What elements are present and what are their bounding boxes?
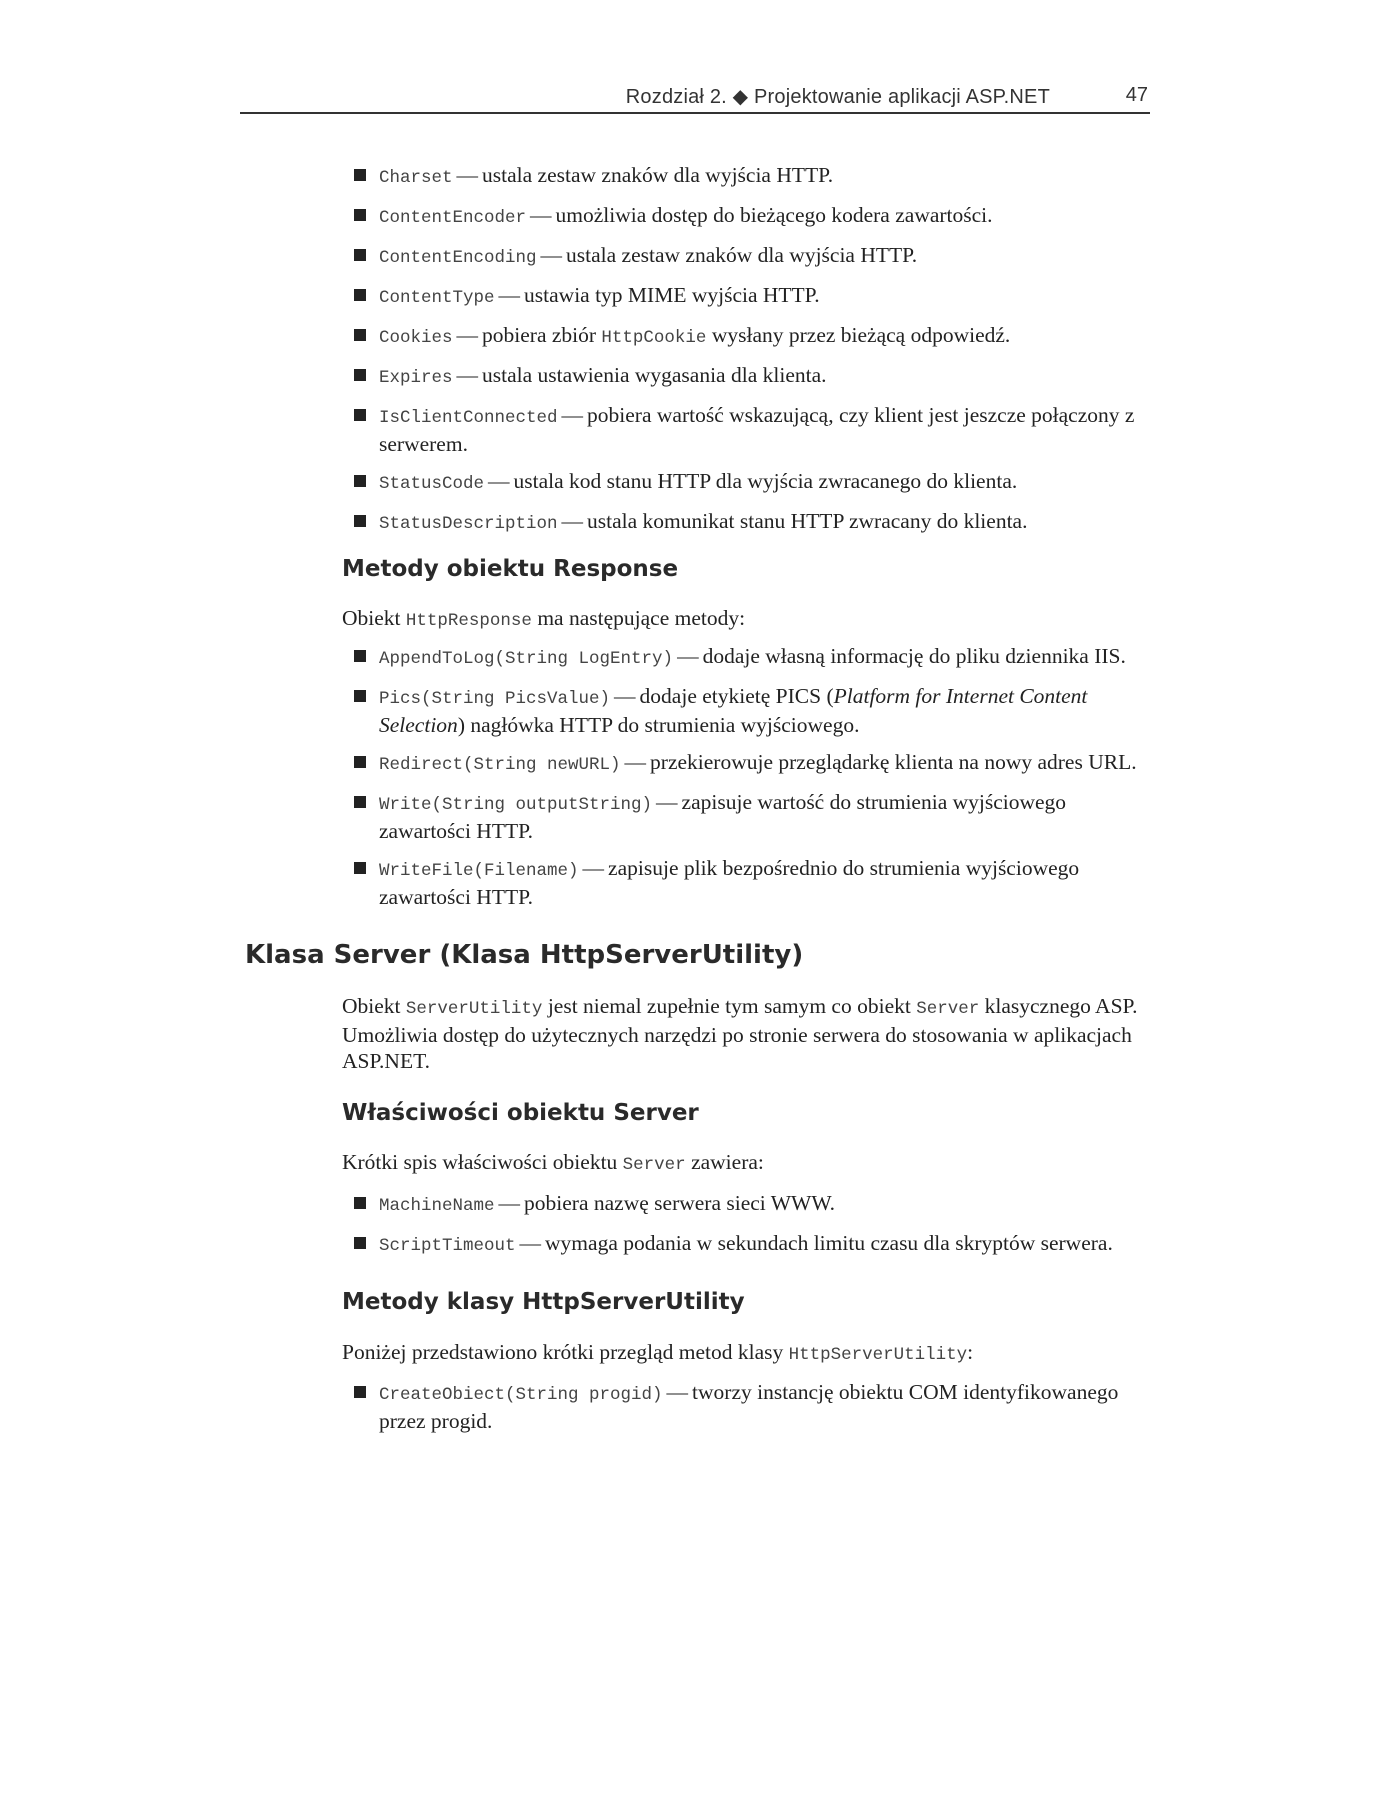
bullet-square-icon — [354, 690, 366, 702]
bullet-square-icon — [354, 169, 366, 181]
bullet-square-icon — [354, 249, 366, 261]
list-item: ScriptTimeout — wymaga podania w sekundach limitu czasu dla skryptów serwera. — [340, 1230, 1155, 1259]
bullet-square-icon — [354, 1197, 366, 1209]
list-item: ContentEncoder — umożliwia dostęp do bieżącego kodera zawartości. — [340, 202, 1150, 231]
bullet-square-icon — [354, 862, 366, 874]
running-header — [240, 80, 1150, 114]
list-item: Pics(String PicsValue) — dodaje etykietę PICS (Platform for Internet Content Selection) nagłówka HTTP do strumienia wyjściowego. — [340, 683, 1155, 738]
bullet-square-icon — [354, 515, 366, 527]
bullet-square-icon — [354, 409, 366, 421]
bullet-square-icon — [354, 209, 366, 221]
bullet-square-icon — [354, 796, 366, 808]
bullet-square-icon — [354, 756, 366, 768]
heading-server-properties: Właściwości obiektu Server — [342, 1100, 699, 1126]
list-item: Expires — ustala ustawienia wygasania dla klienta. — [340, 362, 1150, 391]
response-methods-list — [340, 643, 1155, 921]
server-properties-list — [340, 1190, 1155, 1270]
list-item: Redirect(String newURL) — przekierowuje przeglądarkę klienta na nowy adres URL. — [340, 749, 1155, 778]
server-class-description: Obiekt ServerUtility jest niemal zupełnie tym samym co obiekt Server klasycznego ASP. Umożliwia dostęp do użytecznych narzędzi po stronie serwera do stosowania w aplikacjach ASP.NET. — [342, 994, 1138, 1073]
bullet-square-icon — [354, 650, 366, 662]
response-methods-intro: Obiekt HttpResponse ma następujące metody: — [342, 606, 746, 631]
page-number: 47 — [1125, 84, 1148, 106]
bullet-square-icon — [354, 369, 366, 381]
server-methods-list — [340, 1379, 1155, 1445]
list-item: Cookies — pobiera zbiór HttpCookie wysłany przez bieżącą odpowiedź. — [340, 322, 1150, 351]
properties-list — [340, 162, 1150, 548]
list-item: WriteFile(Filename) — zapisuje plik bezpośrednio do strumienia wyjściowego zawartości HTTP. — [340, 855, 1155, 910]
server-methods-intro: Poniżej przedstawiono krótki przegląd metod klasy HttpServerUtility: — [342, 1340, 974, 1365]
bullet-square-icon — [354, 329, 366, 341]
list-item: StatusCode — ustala kod stanu HTTP dla wyjścia zwracanego do klienta. — [340, 468, 1150, 497]
bullet-square-icon — [354, 1386, 366, 1398]
heading-server-class: Klasa Server (Klasa HttpServerUtility) — [245, 940, 804, 970]
list-item: Write(String outputString) — zapisuje wartość do strumienia wyjściowego zawartości HTTP. — [340, 789, 1155, 844]
list-item: ContentType — ustawia typ MIME wyjścia HTTP. — [340, 282, 1150, 311]
list-item: StatusDescription — ustala komunikat stanu HTTP zwracany do klienta. — [340, 508, 1150, 537]
heading-server-methods: Metody klasy HttpServerUtility — [342, 1289, 745, 1315]
bullet-square-icon — [354, 475, 366, 487]
server-properties-intro: Krótki spis właściwości obiektu Server zawiera: — [342, 1150, 764, 1175]
bullet-square-icon — [354, 289, 366, 301]
list-item: IsClientConnected — pobiera wartość wskazującą, czy klient jest jeszcze połączony z serwerem. — [340, 402, 1150, 457]
list-item: AppendToLog(String LogEntry) — dodaje własną informację do pliku dziennika IIS. — [340, 643, 1155, 672]
list-item: MachineName — pobiera nazwę serwera sieci WWW. — [340, 1190, 1155, 1219]
heading-response-methods: Metody obiektu Response — [342, 556, 679, 582]
chapter-title: Rozdział 2. ◆ Projektowanie aplikacji ASP.NET — [625, 86, 1050, 108]
list-item: ContentEncoding — ustala zestaw znaków dla wyjścia HTTP. — [340, 242, 1150, 271]
bullet-square-icon — [354, 1237, 366, 1249]
list-item: Charset — ustala zestaw znaków dla wyjścia HTTP. — [340, 162, 1150, 191]
list-item: CreateObiect(String progid) — tworzy instancję obiektu COM identyfikowanego przez progid. — [340, 1379, 1155, 1434]
